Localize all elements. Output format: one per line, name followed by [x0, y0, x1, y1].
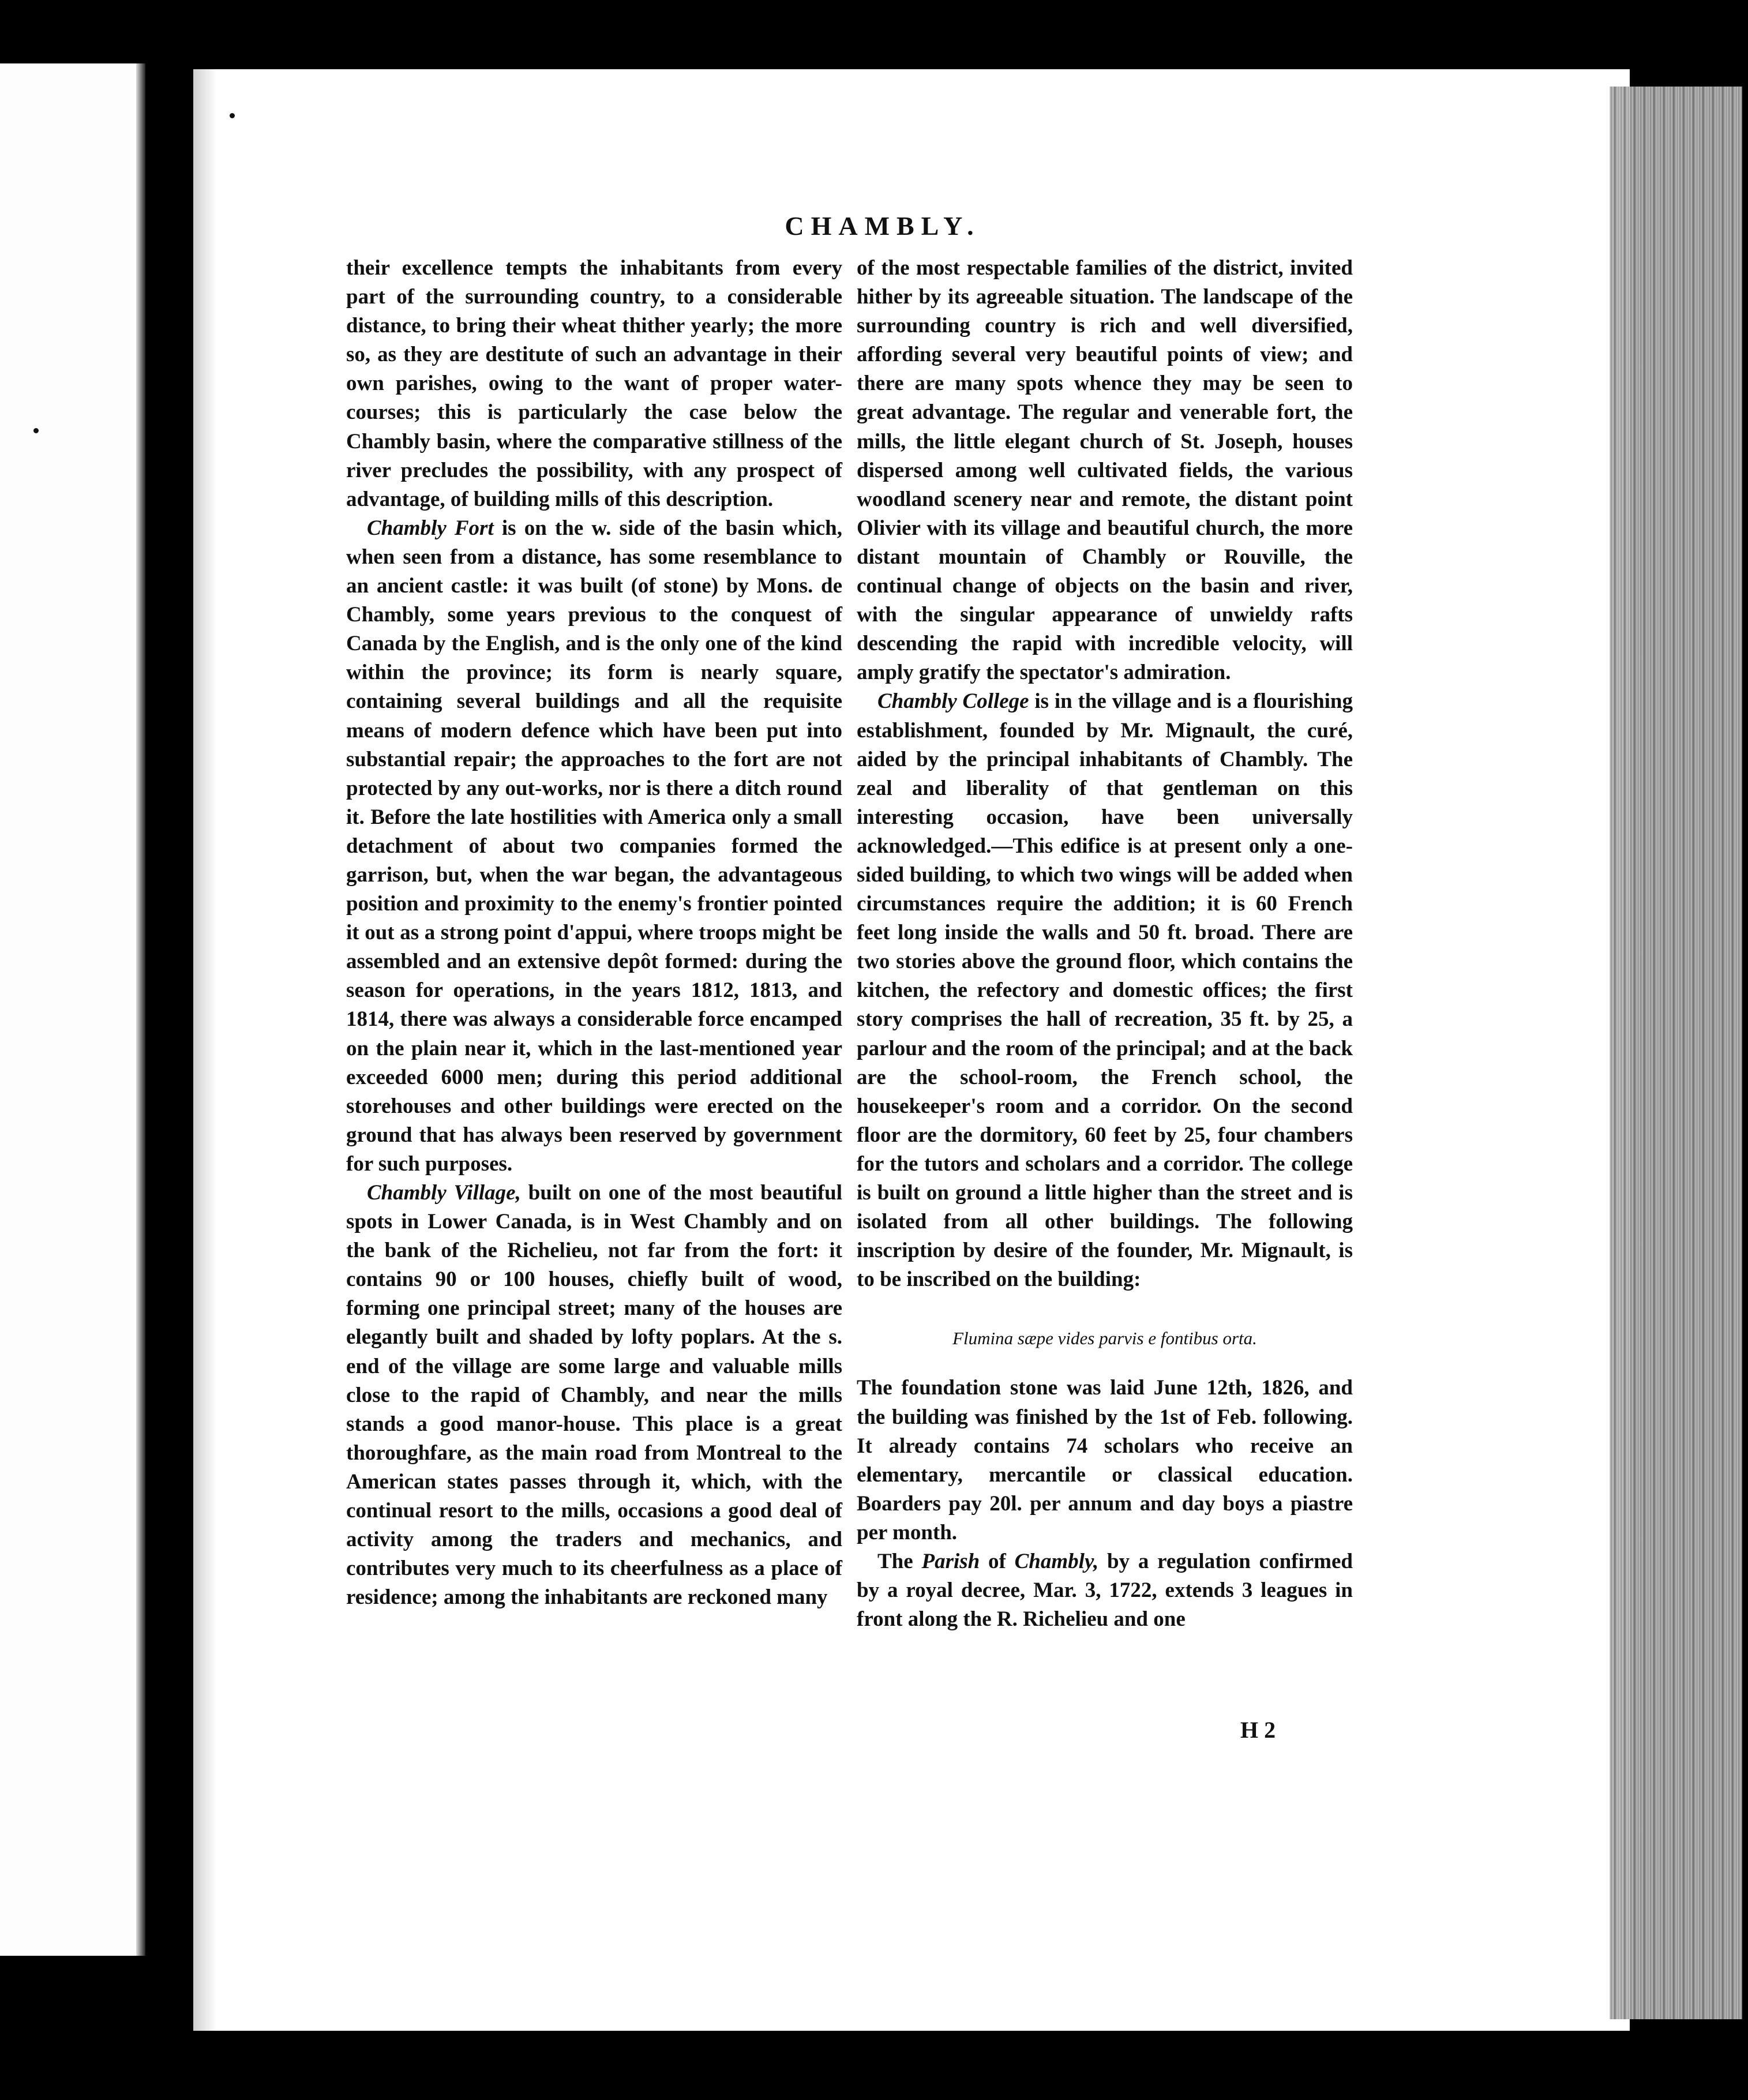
paragraph-lead: Chambly College — [877, 689, 1029, 714]
running-head: CHAMBLY. — [785, 211, 981, 241]
latin-inscription: Flumina sæpe vides parvis e fontibus orta. — [952, 1328, 1257, 1349]
paragraph: The Parish of Chambly, by a regulation confirmed by a royal decree, Mar. 3, 1722, extends 3 leagues in front along the R. Richelieu and one — [857, 1550, 1353, 1632]
speck-mark — [230, 113, 235, 118]
paragraph — [857, 687, 1353, 1294]
paragraph-body: is in the village and is a flourishing establishment, founded by Mr. Mignault, the curé, aided by the principal inhabitants of Chambly. The zeal and liberality of that gentleman on this interesting occasion, have been universally acknowledged.—This edifice is at present only a one-sided building, to which two wings will be added when circumstances require the addition; it is 60 French feet long inside the walls and 50 ft. broad. There are two stories above the ground floor, which contains the kitchen, the refectory and domestic offices; the first story comprises the hall of recreation, 35 ft. by 25, a parlour and the room of the principal; and at the back are the school-room, the French school, the housekeeper's room and a corridor. On the second floor are the dormitory, 60 feet by 25, four chambers for the tutors and scholars and a corridor. The college is built on ground a little higher than the street and is isolated from all other buildings. The following inscription by desire of the founder, Mr. Mignault, is to be inscribed on the building: — [857, 689, 1353, 1292]
paragraph: The foundation stone was laid June 12th, 1826, and the building was finished by the 1st of Feb. following. It already contains 74 scholars who receive an elementary, mercantile or classical education. Boarders pay 20l. per annum and day boys a piastre per month. — [857, 1376, 1353, 1544]
speck-mark — [33, 428, 39, 433]
paragraph: of the most respectable families of the district, invited hither by its agreeable situation. The landscape of the surrounding country is rich and well diversified, affording several very beautiful points of view; and there are many spots whence they may be seen to great advantage. The regular and venerable fort, the mills, the little elegant church of St. Joseph, houses dispersed among well cultivated fields, the various woodland scenery near and remote, the distant point Olivier with its village and beautiful church, the more distant mountain of Chambly or Rouville, the continual change of objects on the basin and river, with the singular appearance of unwieldy rafts descending the rapid with incredible velocity, will amply gratify the spectator's admiration. — [857, 256, 1353, 685]
paragraph-body: is on the w. side of the basin which, when seen from a distance, has some resemblance to an ancient castle: it was built (of stone) by Mons. de Chambly, some years previous to the conquest of Canada by the English, and is the only one of the kind within the province; its form is nearly square, containing several buildings and all the requisite means of modern defence which have been put into substantial repair; the approaches to the fort are not protected by any out-works, nor is there a ditch round it. Before the late hostilities with America only a small detachment of about two companies formed the garrison, but, when the war began, the advantageous position and proximity to the enemy's frontier pointed it out as a strong point d'appui, where troops might be assembled and an extensive depôt formed: during the season for operations, in the years 1812, 1813, and 1814, there was always a considerable force encamped on the plain near it, which in the last-mentioned year exceeded 6000 men; during this period additional storehouses and other buildings were erected on the ground that has always been reserved by government for such purposes. — [346, 516, 842, 1176]
left-column — [346, 254, 842, 1612]
paragraph — [346, 514, 842, 1179]
facing-page-shadow — [136, 63, 145, 1956]
paragraph-body: built on one of the most beautiful spots in Lower Canada, is in West Chambly and on the bank of the Richelieu, not far from the fort: it contains 90 or 100 houses, chiefly built of wood, forming one principal street; many of the houses are elegantly built and shaded by lofty poplars. At the s. end of the village are some large and valuable mills close to the rapid of Chambly, and near the mills stands a good manor-house. This place is a great thoroughfare, as the main road from Montreal to the American states passes through it, which, with the continual resort to the mills, occasions a good deal of activity among the traders and mechanics, and contributes very much to its cheerfulness as a place of residence; among the inhabitants are reckoned many — [346, 1181, 843, 1610]
gutter-shadow — [193, 69, 216, 2031]
paragraph: their excellence tempts the inhabitants from every part of the surrounding country, to a considerable distance, to bring their wheat thither yearly; the more so, as they are destitute of such an advantage in their own parishes, owing to the want of proper water-courses; this is particularly the case below the Chambly basin, where the comparative stillness of the river precludes the possibility, with any prospect of advantage, of building mills of this description. — [346, 256, 842, 511]
paragraph-body: by a regulation confirmed by a royal decree, Mar. 3, 1722, extends 3 leagues in front along the R. Richelieu and one — [857, 1550, 1353, 1632]
paragraph — [346, 1179, 842, 1612]
right-column — [857, 254, 1353, 1634]
facing-page-edge — [0, 63, 144, 1956]
paragraph-lead: Chambly Fort — [367, 516, 494, 540]
page-fore-edge — [1610, 87, 1742, 2019]
signature-mark: H 2 — [1240, 1717, 1276, 1743]
paragraph-lead: Chambly Village, — [367, 1181, 521, 1205]
